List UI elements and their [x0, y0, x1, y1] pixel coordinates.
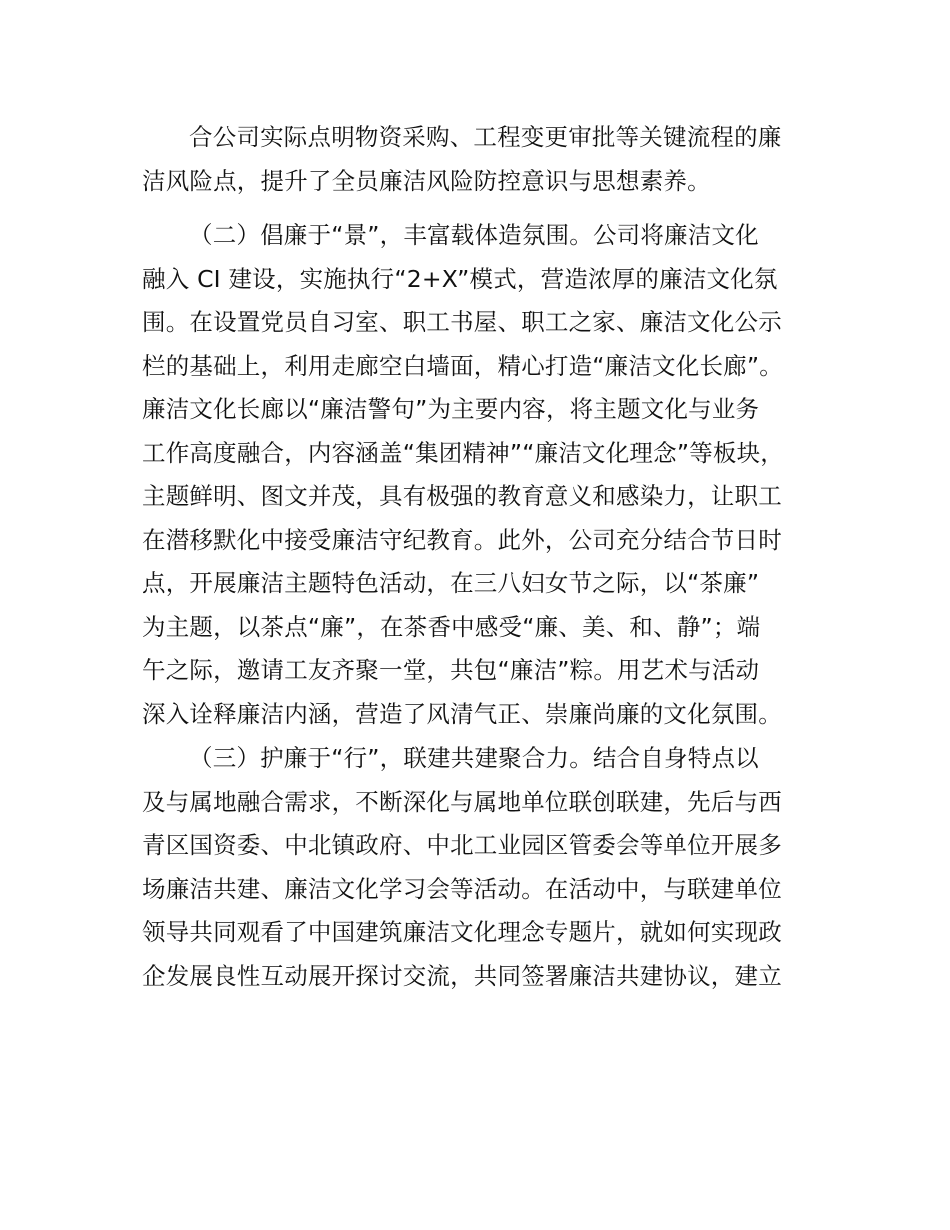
text-line: 为主题，以茶点“廉”，在茶香中感受“廉、美、和、静”；端 [142, 612, 761, 641]
section-heading-line: （三）护廉于“行”，联建共建聚合力。结合自身特点以 [189, 744, 759, 772]
paragraph-continuation [142, 116, 842, 203]
text-line: 午之际，邀请工友齐聚一堂，共包“廉洁”粽。用艺术与活动 [142, 656, 760, 684]
paragraph-section-two [142, 214, 842, 736]
text-line: 工作高度融合，内容涵盖“集团精神”“廉洁文化理念”等板块， [142, 438, 784, 467]
text-line: 深入诠释廉洁内涵，营造了风清气正、崇廉尚廉的文化氛围。 [142, 699, 782, 728]
section-heading-line: （二）倡廉于“景”，丰富载体造氛围。公司将廉洁文化 [189, 221, 759, 249]
text-line: 洁风险点，提升了全员廉洁风险防控意识与思想素养。 [142, 166, 711, 195]
text-line: 主题鲜明、图文并茂，具有极强的教育意义和感染力，让职工 [142, 482, 782, 510]
text-line: 点，开展廉洁主题特色活动，在三八妇女节之际，以“茶廉” [142, 569, 760, 597]
text-line: 融入 CI 建设，实施执行“2+X”模式，营造浓厚的廉洁文化氛 [142, 264, 778, 293]
text-line: 在潜移默化中接受廉洁守纪教育。此外，公司充分结合节日时 [142, 525, 782, 554]
text-line: 廉洁文化长廊以“廉洁警句”为主要内容，将主题文化与业务 [142, 395, 760, 423]
text-line: 及与属地融合需求，不断深化与属地单位联创联建，先后与西 [142, 787, 782, 816]
text-line: 栏的基础上，利用走廊空白墙面，精心打造“廉洁文化长廊”。 [142, 351, 783, 380]
text-line: 领导共同观看了中国建筑廉洁文化理念专题片，就如何实现政 [142, 918, 782, 946]
text-line: 场廉洁共建、廉洁文化学习会等活动。在活动中，与联建单位 [142, 874, 782, 903]
paragraph-section-three [142, 737, 842, 998]
text-line: 企发展良性互动展开探讨交流，共同签署廉洁共建协议，建立 [142, 961, 782, 990]
text-line: 青区国资委、中北镇政府、中北工业园区管委会等单位开展多 [142, 831, 782, 859]
text-line: 围。在设置党员自习室、职工书屋、职工之家、廉洁文化公示 [142, 308, 782, 336]
text-line: 合公司实际点明物资采购、工程变更审批等关键流程的廉 [189, 123, 782, 151]
